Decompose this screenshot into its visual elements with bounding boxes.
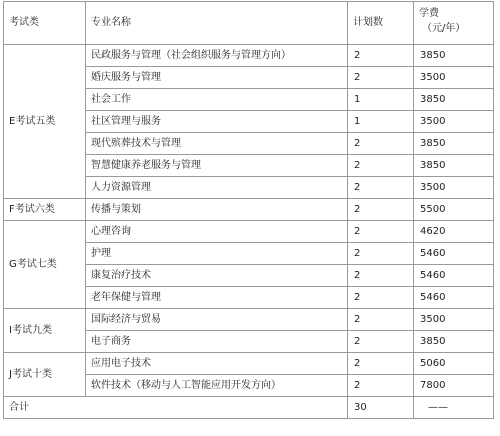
total-label: 合计	[4, 397, 348, 419]
fee-cell: 3850	[414, 155, 494, 177]
fee-cell: 3500	[414, 67, 494, 89]
plan-cell: 2	[348, 287, 414, 309]
major-cell: 智慧健康养老服务与管理	[86, 155, 348, 177]
category-cell: F考试六类	[4, 199, 86, 221]
header-plan: 计划数	[348, 2, 414, 45]
fee-cell: 3850	[414, 331, 494, 353]
header-fee-line2: （元/年）	[422, 23, 466, 34]
table-row	[4, 199, 494, 221]
major-cell: 护理	[86, 243, 348, 265]
enrollment-plan-table	[3, 1, 494, 419]
total-plan: 30	[348, 397, 414, 419]
major-cell: 软件技术（移动与人工智能应用开发方向）	[86, 375, 348, 397]
major-cell: 人力资源管理	[86, 177, 348, 199]
fee-cell: 4620	[414, 221, 494, 243]
major-cell: 婚庆服务与管理	[86, 67, 348, 89]
fee-cell: 3500	[414, 111, 494, 133]
fee-cell: 5460	[414, 243, 494, 265]
plan-cell: 2	[348, 265, 414, 287]
plan-cell: 1	[348, 111, 414, 133]
major-cell: 国际经济与贸易	[86, 309, 348, 331]
fee-cell: 7800	[414, 375, 494, 397]
plan-cell: 2	[348, 375, 414, 397]
plan-cell: 2	[348, 133, 414, 155]
plan-cell: 2	[348, 45, 414, 67]
major-cell: 电子商务	[86, 331, 348, 353]
header-category: 考试类	[4, 2, 86, 45]
plan-cell: 2	[348, 67, 414, 89]
plan-cell: 2	[348, 309, 414, 331]
plan-cell: 1	[348, 89, 414, 111]
table-header-row	[4, 2, 494, 45]
plan-cell: 2	[348, 243, 414, 265]
table-row	[4, 45, 494, 67]
major-cell: 康复治疗技术	[86, 265, 348, 287]
table-row	[4, 353, 494, 375]
total-fee: ——	[414, 397, 494, 419]
category-cell: J考试十类	[4, 353, 86, 397]
major-cell: 心理咨询	[86, 221, 348, 243]
fee-cell: 5060	[414, 353, 494, 375]
enrollment-table-container	[3, 1, 494, 419]
major-cell: 老年保健与管理	[86, 287, 348, 309]
category-cell: E考试五类	[4, 45, 86, 199]
plan-cell: 2	[348, 199, 414, 221]
fee-cell: 3850	[414, 45, 494, 67]
fee-cell: 5460	[414, 287, 494, 309]
table-body	[4, 2, 494, 419]
fee-cell: 3500	[414, 177, 494, 199]
fee-cell: 3500	[414, 309, 494, 331]
major-cell: 传播与策划	[86, 199, 348, 221]
plan-cell: 2	[348, 221, 414, 243]
category-cell: G考试七类	[4, 221, 86, 309]
table-row	[4, 221, 494, 243]
major-cell: 民政服务与管理（社会组织服务与管理方向）	[86, 45, 348, 67]
table-row	[4, 309, 494, 331]
fee-cell: 5460	[414, 265, 494, 287]
plan-cell: 2	[348, 353, 414, 375]
major-cell: 现代殡葬技术与管理	[86, 133, 348, 155]
major-cell: 社会工作	[86, 89, 348, 111]
major-cell: 应用电子技术	[86, 353, 348, 375]
header-major: 专业名称	[86, 2, 348, 45]
plan-cell: 2	[348, 331, 414, 353]
total-row	[4, 397, 494, 419]
fee-cell: 3850	[414, 89, 494, 111]
major-cell: 社区管理与服务	[86, 111, 348, 133]
plan-cell: 2	[348, 177, 414, 199]
header-fee-line1: 学费	[419, 8, 439, 19]
plan-cell: 2	[348, 155, 414, 177]
fee-cell: 5500	[414, 199, 494, 221]
fee-cell: 3850	[414, 133, 494, 155]
category-cell: I考试九类	[4, 309, 86, 353]
header-fee	[414, 2, 494, 45]
